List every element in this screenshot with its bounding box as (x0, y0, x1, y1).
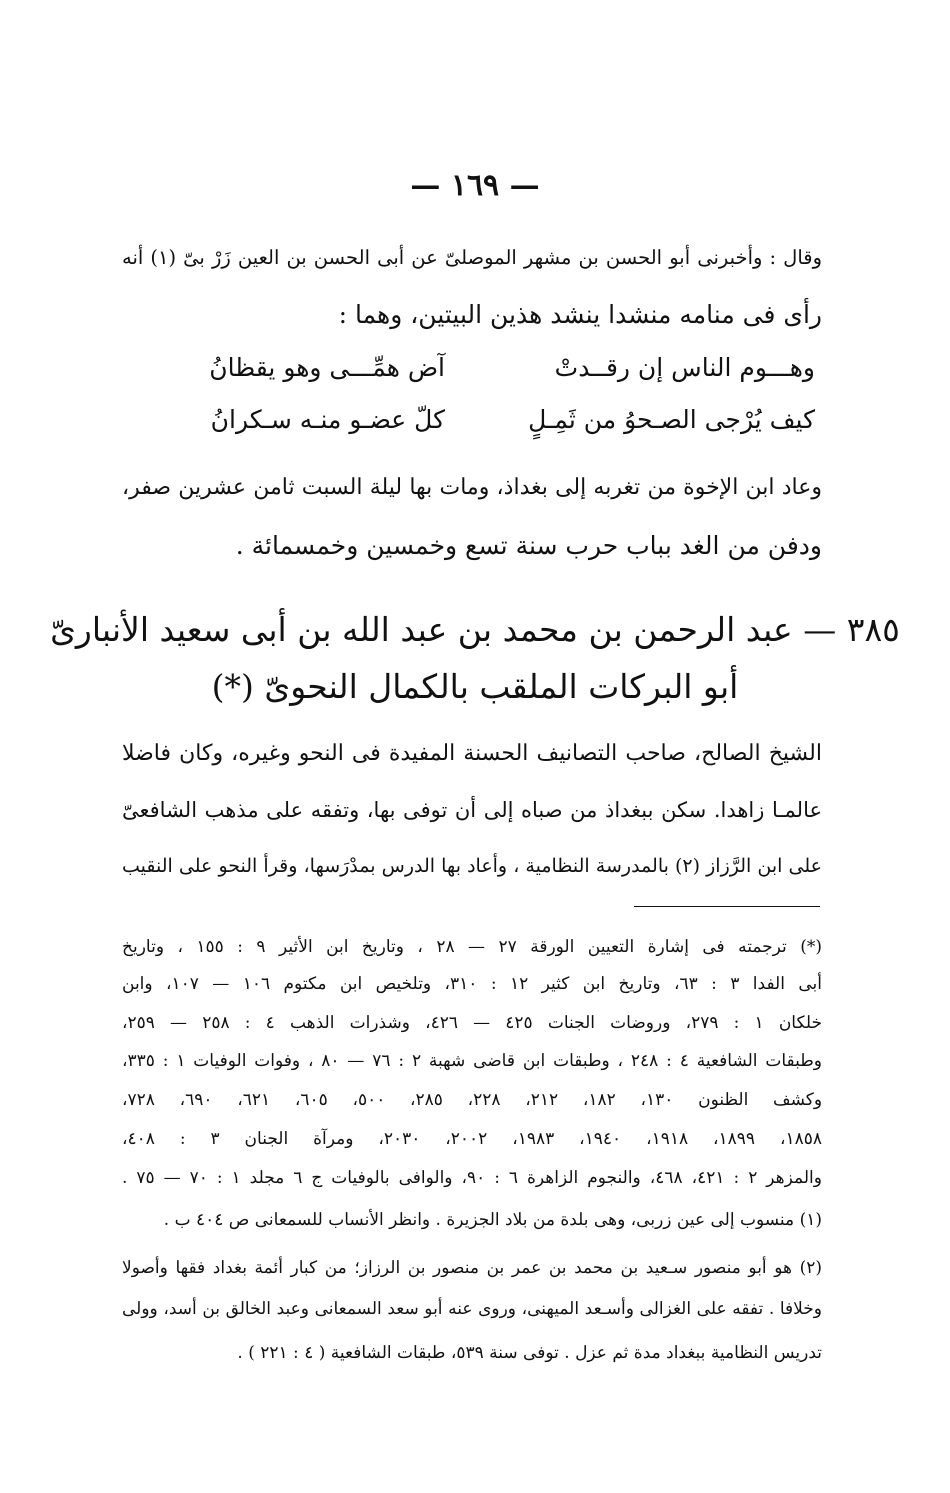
intro-line-2: رأى فى منامه منشدا ينشد هذين البيتين، وهما : (338, 300, 822, 329)
footnote-line-3: خلكان ١ : ٢٧٩، وروضات الجنات ٤٢٥ — ٤٢٦، وشذرات الذهب ٤ : ٢٥٨ — ٢٥٩، (122, 1013, 823, 1033)
closing-line-2: ودفن من الغد بباب حرب سنة تسع وخمسين وخمسمائة . (235, 531, 822, 560)
footnote-line-4: وطبقات الشافعية ٤ : ٢٤٨ ، وطبقات ابن قاضى شهبة ٢ : ٧٦ — ٨٠ ، وفوات الوفيات ١ : ٣٣٥، (122, 1051, 823, 1071)
closing-line-1: وعاد ابن الإخوة من تغربه إلى بغداذ، ومات بها ليلة السبت ثامن عشرين صفر، (122, 475, 822, 500)
verse-1 (155, 346, 815, 390)
entry-heading-line-1: ٣٨٥ — عبد الرحمن بن محمد بن عبد الله بن أبى سعيد الأنبارىّ (50, 610, 900, 649)
entry-heading-line-2: أبو البركات الملقب بالكمال النحوىّ (*) (211, 667, 739, 706)
entry-line-3: على ابن الرَّزاز (٢) بالمدرسة النظامية ، وأعاد بها الدرس بمدْرَسها، وقرأ النحو على النقيب (122, 855, 822, 877)
verse-2-first-hemistich: كيف يُرْجى الصـحوُ من ثَمِـلٍ (528, 405, 815, 434)
footnote-line-2: أبى الفدا ٣ : ٦٣، وتاريخ ابن كثير ١٢ : ٣١٠، وتلخيص ابن مكتوم ١٠٦ — ١٠٧، وابن (122, 974, 822, 994)
footnote-line-7: والمزهر ٢ : ٤٢١، ٤٦٨، والنجوم الزاهرة ٦ : ٩٠، والوافى بالوفيات ج ٦ مجلد ١ : ٧٠ — ٧٥ . (122, 1168, 822, 1188)
footnote-line-8: (١) منسوب إلى عين زربى، وهى بلدة من بلاد الجزيرة . وانظر الأنساب للسمعانى ص ٤٠٤ ب . (163, 1210, 822, 1230)
footnote-line-5: وكشف الظنون ١٣٠، ١٨٢، ٢١٢، ٢٢٨، ٢٨٥، ٥٠٠، ٦٠٥، ٦٢١، ٦٩٠، ٧٢٨، (122, 1090, 823, 1110)
footnote-line-10: وخلافا . تفقه على الغزالى وأسـعد الميهنى، وروى عنه أبو سعد السمعانى وعبد الخالق بن أسد، وولى (122, 1299, 822, 1319)
footnote-line-1: (*) ترجمته فى إشارة التعيين الورقة ٢٧ — ٢٨ ، وتاريخ ابن الأثير ٩ : ١٥٥ ، وتاريخ (122, 937, 822, 957)
footnote-line-9: (٢) هو أبو منصور سـعيد بن محمد بن عمر بن منصور بن الرزاز؛ من كبار أئمة بغداد فقها وأصولا (122, 1258, 822, 1278)
verse-1-first-hemistich: وهـــوم الناس إن رقــدتْ (554, 353, 815, 382)
footnote-line-6: ١٨٥٨، ١٨٩٩، ١٩١٨، ١٩٤٠، ١٩٨٣، ٢٠٠٢، ٢٠٣٠، ومرآة الجنان ٣ : ٤٠٨، (122, 1129, 822, 1149)
page-number: — ١٦٩ — (410, 168, 540, 203)
footnote-divider (634, 906, 820, 907)
verse-1-second-hemistich: آض همِّـــى وهو يقظانُ (209, 353, 445, 382)
footnote-line-11: تدريس النظامية ببغداد مدة ثم عزل . توفى سنة ٥٣٩، طبقات الشافعية ( ٤ : ٢٢١ ) . (237, 1343, 822, 1363)
entry-line-1: الشيخ الصالح، صاحب التصانيف الحسنة المفيدة فى النحو وغيره، وكان فاضلا (122, 741, 822, 766)
intro-line-1: وقال : وأخبرنى أبو الحسن بن مشهر الموصلىّ عن أبى الحسن بن العين زَرْ بىّ (١) أنه (122, 246, 822, 269)
verse-2-second-hemistich: كلّ عضـو منـه سـكرانُ (210, 405, 445, 434)
verse-2 (155, 398, 815, 442)
entry-line-2: عالمـا زاهدا. سكن ببغداذ من صباه إلى أن توفى بها، وتفقه على مذهب الشافعىّ (122, 798, 822, 822)
